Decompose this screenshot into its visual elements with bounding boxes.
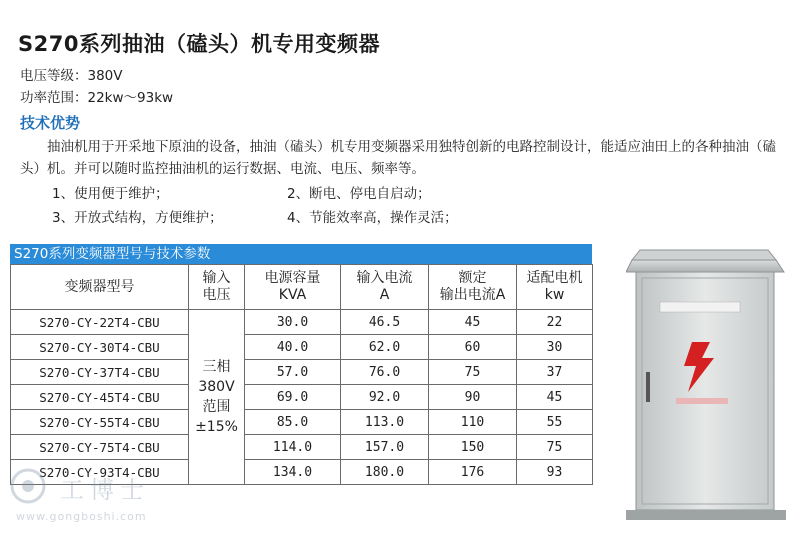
cell-capacity: 30.0 xyxy=(245,310,341,335)
cell-model: S270-CY-22T4-CBU xyxy=(11,310,189,335)
cell-input-current: 92.0 xyxy=(341,385,429,410)
cell-voltage-range: 三相 380V 范围 ±15% xyxy=(189,310,245,485)
spec-table-section xyxy=(10,244,592,485)
feature-list xyxy=(52,182,612,230)
cell-output-current: 176 xyxy=(429,460,517,485)
cell-input-current: 180.0 xyxy=(341,460,429,485)
col-header-model: 变频器型号 xyxy=(11,265,189,310)
cell-motor: 37 xyxy=(517,360,593,385)
feature-row xyxy=(52,206,612,230)
cell-model: S270-CY-30T4-CBU xyxy=(11,335,189,360)
table-row xyxy=(11,410,593,435)
cell-output-current: 150 xyxy=(429,435,517,460)
page-title: S270系列抽油（磕头）机专用变频器 xyxy=(18,32,380,56)
col-header-rated-output: 额定 输出电流A xyxy=(429,265,517,310)
col-header-capacity: 电源容量 KVA xyxy=(245,265,341,310)
power-range-spec: 功率范围：22kw～93kw xyxy=(20,90,174,106)
cell-motor: 45 xyxy=(517,385,593,410)
cell-model: S270-CY-55T4-CBU xyxy=(11,410,189,435)
cell-motor: 55 xyxy=(517,410,593,435)
cell-model: S270-CY-75T4-CBU xyxy=(11,435,189,460)
feature-item: 2、断电、停电自启动； xyxy=(287,186,431,202)
cell-capacity: 85.0 xyxy=(245,410,341,435)
col-header-input-current: 输入电流 A xyxy=(341,265,429,310)
watermark xyxy=(8,452,268,532)
cell-input-current: 157.0 xyxy=(341,435,429,460)
cell-motor: 30 xyxy=(517,335,593,360)
watermark-url: www.gongboshi.com xyxy=(16,510,147,523)
feature-item: 4、节能效率高，操作灵活； xyxy=(287,210,458,226)
cell-capacity: 134.0 xyxy=(245,460,341,485)
cell-capacity: 69.0 xyxy=(245,385,341,410)
cell-model: S270-CY-37T4-CBU xyxy=(11,360,189,385)
feature-item: 1、使用便于维护； xyxy=(52,186,169,202)
cell-motor: 75 xyxy=(517,435,593,460)
cell-model: S270-CY-93T4-CBU xyxy=(11,460,189,485)
cell-capacity: 114.0 xyxy=(245,435,341,460)
table-header-row xyxy=(11,265,593,310)
cell-capacity: 57.0 xyxy=(245,360,341,385)
intro-text: 抽油机用于开采地下原油的设备，抽油（磕头）机专用变频器采用独特创新的电路控制设计，能适应油田上的各种抽油（磕头）机。并可以随时监控抽油机的运行数据、电流、电压、频率等。 xyxy=(20,139,776,177)
section-heading-advantages: 技术优势 xyxy=(20,114,81,132)
col-header-motor: 适配电机 kw xyxy=(517,265,593,310)
cell-input-current: 113.0 xyxy=(341,410,429,435)
cell-output-current: 60 xyxy=(429,335,517,360)
watermark-brand: 工博士 xyxy=(60,476,150,504)
cell-input-current: 76.0 xyxy=(341,360,429,385)
col-header-input-voltage: 输入 电压 xyxy=(189,265,245,310)
feature-item: 3、开放式结构，方便维护； xyxy=(52,210,223,226)
watermark-logo-icon xyxy=(8,466,48,506)
cell-output-current: 110 xyxy=(429,410,517,435)
table-row xyxy=(11,360,593,385)
table-row xyxy=(11,310,593,335)
inverter-cabinet-image xyxy=(626,242,786,520)
cell-motor: 93 xyxy=(517,460,593,485)
table-row xyxy=(11,335,593,360)
cell-output-current: 90 xyxy=(429,385,517,410)
cell-input-current: 46.5 xyxy=(341,310,429,335)
cell-output-current: 45 xyxy=(429,310,517,335)
cell-input-current: 62.0 xyxy=(341,335,429,360)
cell-motor: 22 xyxy=(517,310,593,335)
cell-model: S270-CY-45T4-CBU xyxy=(11,385,189,410)
table-row xyxy=(11,385,593,410)
cell-output-current: 75 xyxy=(429,360,517,385)
spec-table-title: S270系列变频器型号与技术参数 xyxy=(10,244,592,264)
cell-capacity: 40.0 xyxy=(245,335,341,360)
feature-row xyxy=(52,182,612,206)
voltage-spec: 电压等级：380V xyxy=(20,68,123,84)
intro-paragraph xyxy=(20,136,780,180)
